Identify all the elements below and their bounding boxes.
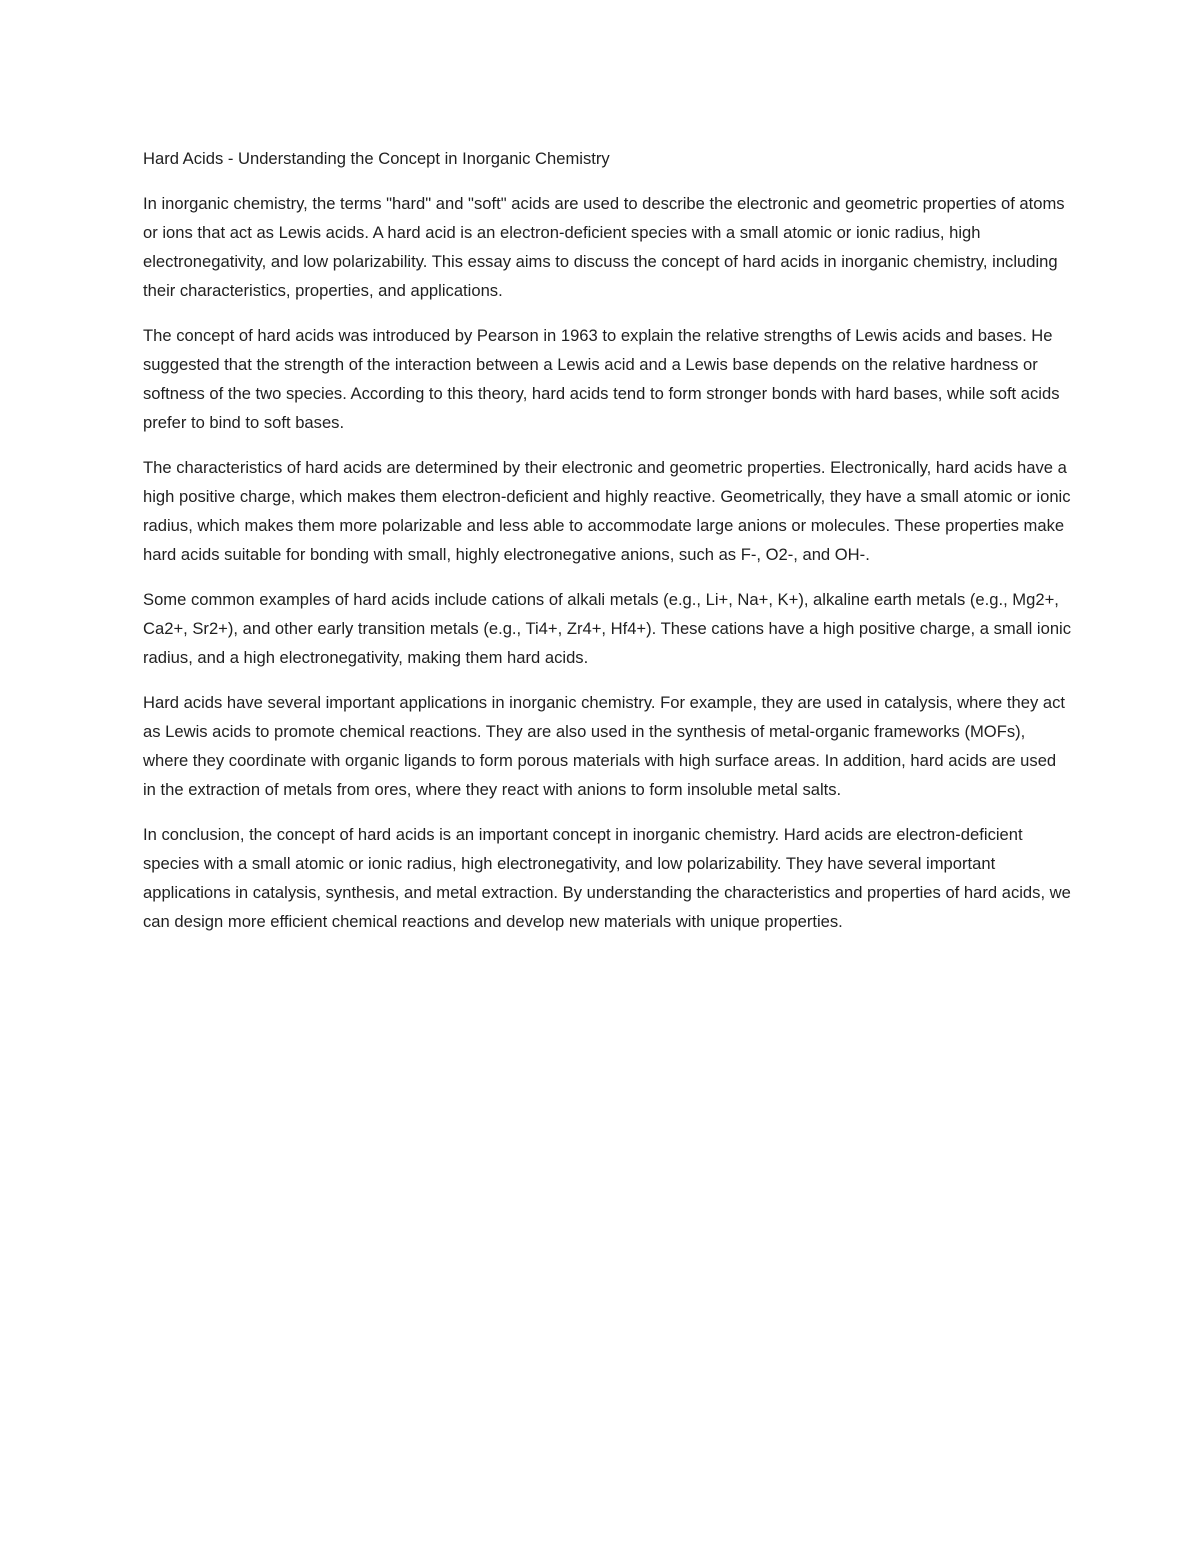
paragraph-conclusion: In conclusion, the concept of hard acids is an important concept in inorganic chemistry. Hard acids are electron-deficient species with a small atomic or ionic radius, high electronegativity, and low polarizability. They have several important applications in catalysis, synthesis, and metal extraction. By understanding the characteristics and properties of hard acids, we can design more efficient chemical reactions and develop new materials with unique properties. — [143, 825, 1071, 931]
paragraph-applications: Hard acids have several important applications in inorganic chemistry. For example, they are used in catalysis, where they act as Lewis acids to promote chemical reactions. They are also used in the synthesis of metal-organic frameworks (MOFs), where they coordinate with organic ligands to form porous materials with high surface areas. In addition, hard acids are used in the extraction of metals from ores, where they react with anions to form insoluble metal salts. — [143, 693, 1065, 799]
paragraph-history: The concept of hard acids was introduced by Pearson in 1963 to explain the relative strengths of Lewis acids and bases. He suggested that the strength of the interaction between a Lewis acid and a Lewis base depends on the relative hardness or softness of the two species. According to this theory, hard acids tend to form stronger bonds with hard bases, while soft acids prefer to bind to soft bases. — [143, 326, 1060, 432]
paragraph-characteristics: The characteristics of hard acids are determined by their electronic and geometric properties. Electronically, hard acids have a high positive charge, which makes them electron-deficient and highly reactive. Geometrically, they have a small atomic or ionic radius, which makes them more polarizable and less able to accommodate large anions or molecules. These properties make hard acids suitable for bonding with small, highly electronegative anions, such as F-, O2-, and OH-. — [143, 458, 1071, 564]
document-title: Hard Acids - Understanding the Concept in Inorganic Chemistry — [143, 149, 610, 168]
paragraph-examples: Some common examples of hard acids include cations of alkali metals (e.g., Li+, Na+, K+), alkaline earth metals (e.g., Mg2+, Ca2+, Sr2+), and other early transition metals (e.g., Ti4+, Zr4+, Hf4+). These cations have a high positive charge, a small ionic radius, and a high electronegativity, making them hard acids. — [143, 590, 1072, 667]
document-body — [143, 144, 1073, 952]
paragraph-introduction: In inorganic chemistry, the terms "hard" and "soft" acids are used to describe the electronic and geometric properties of atoms or ions that act as Lewis acids. A hard acid is an electron-deficient species with a small atomic or ionic radius, high electronegativity, and low polarizability. This essay aims to discuss the concept of hard acids in inorganic chemistry, including their characteristics, properties, and applications. — [143, 194, 1065, 300]
